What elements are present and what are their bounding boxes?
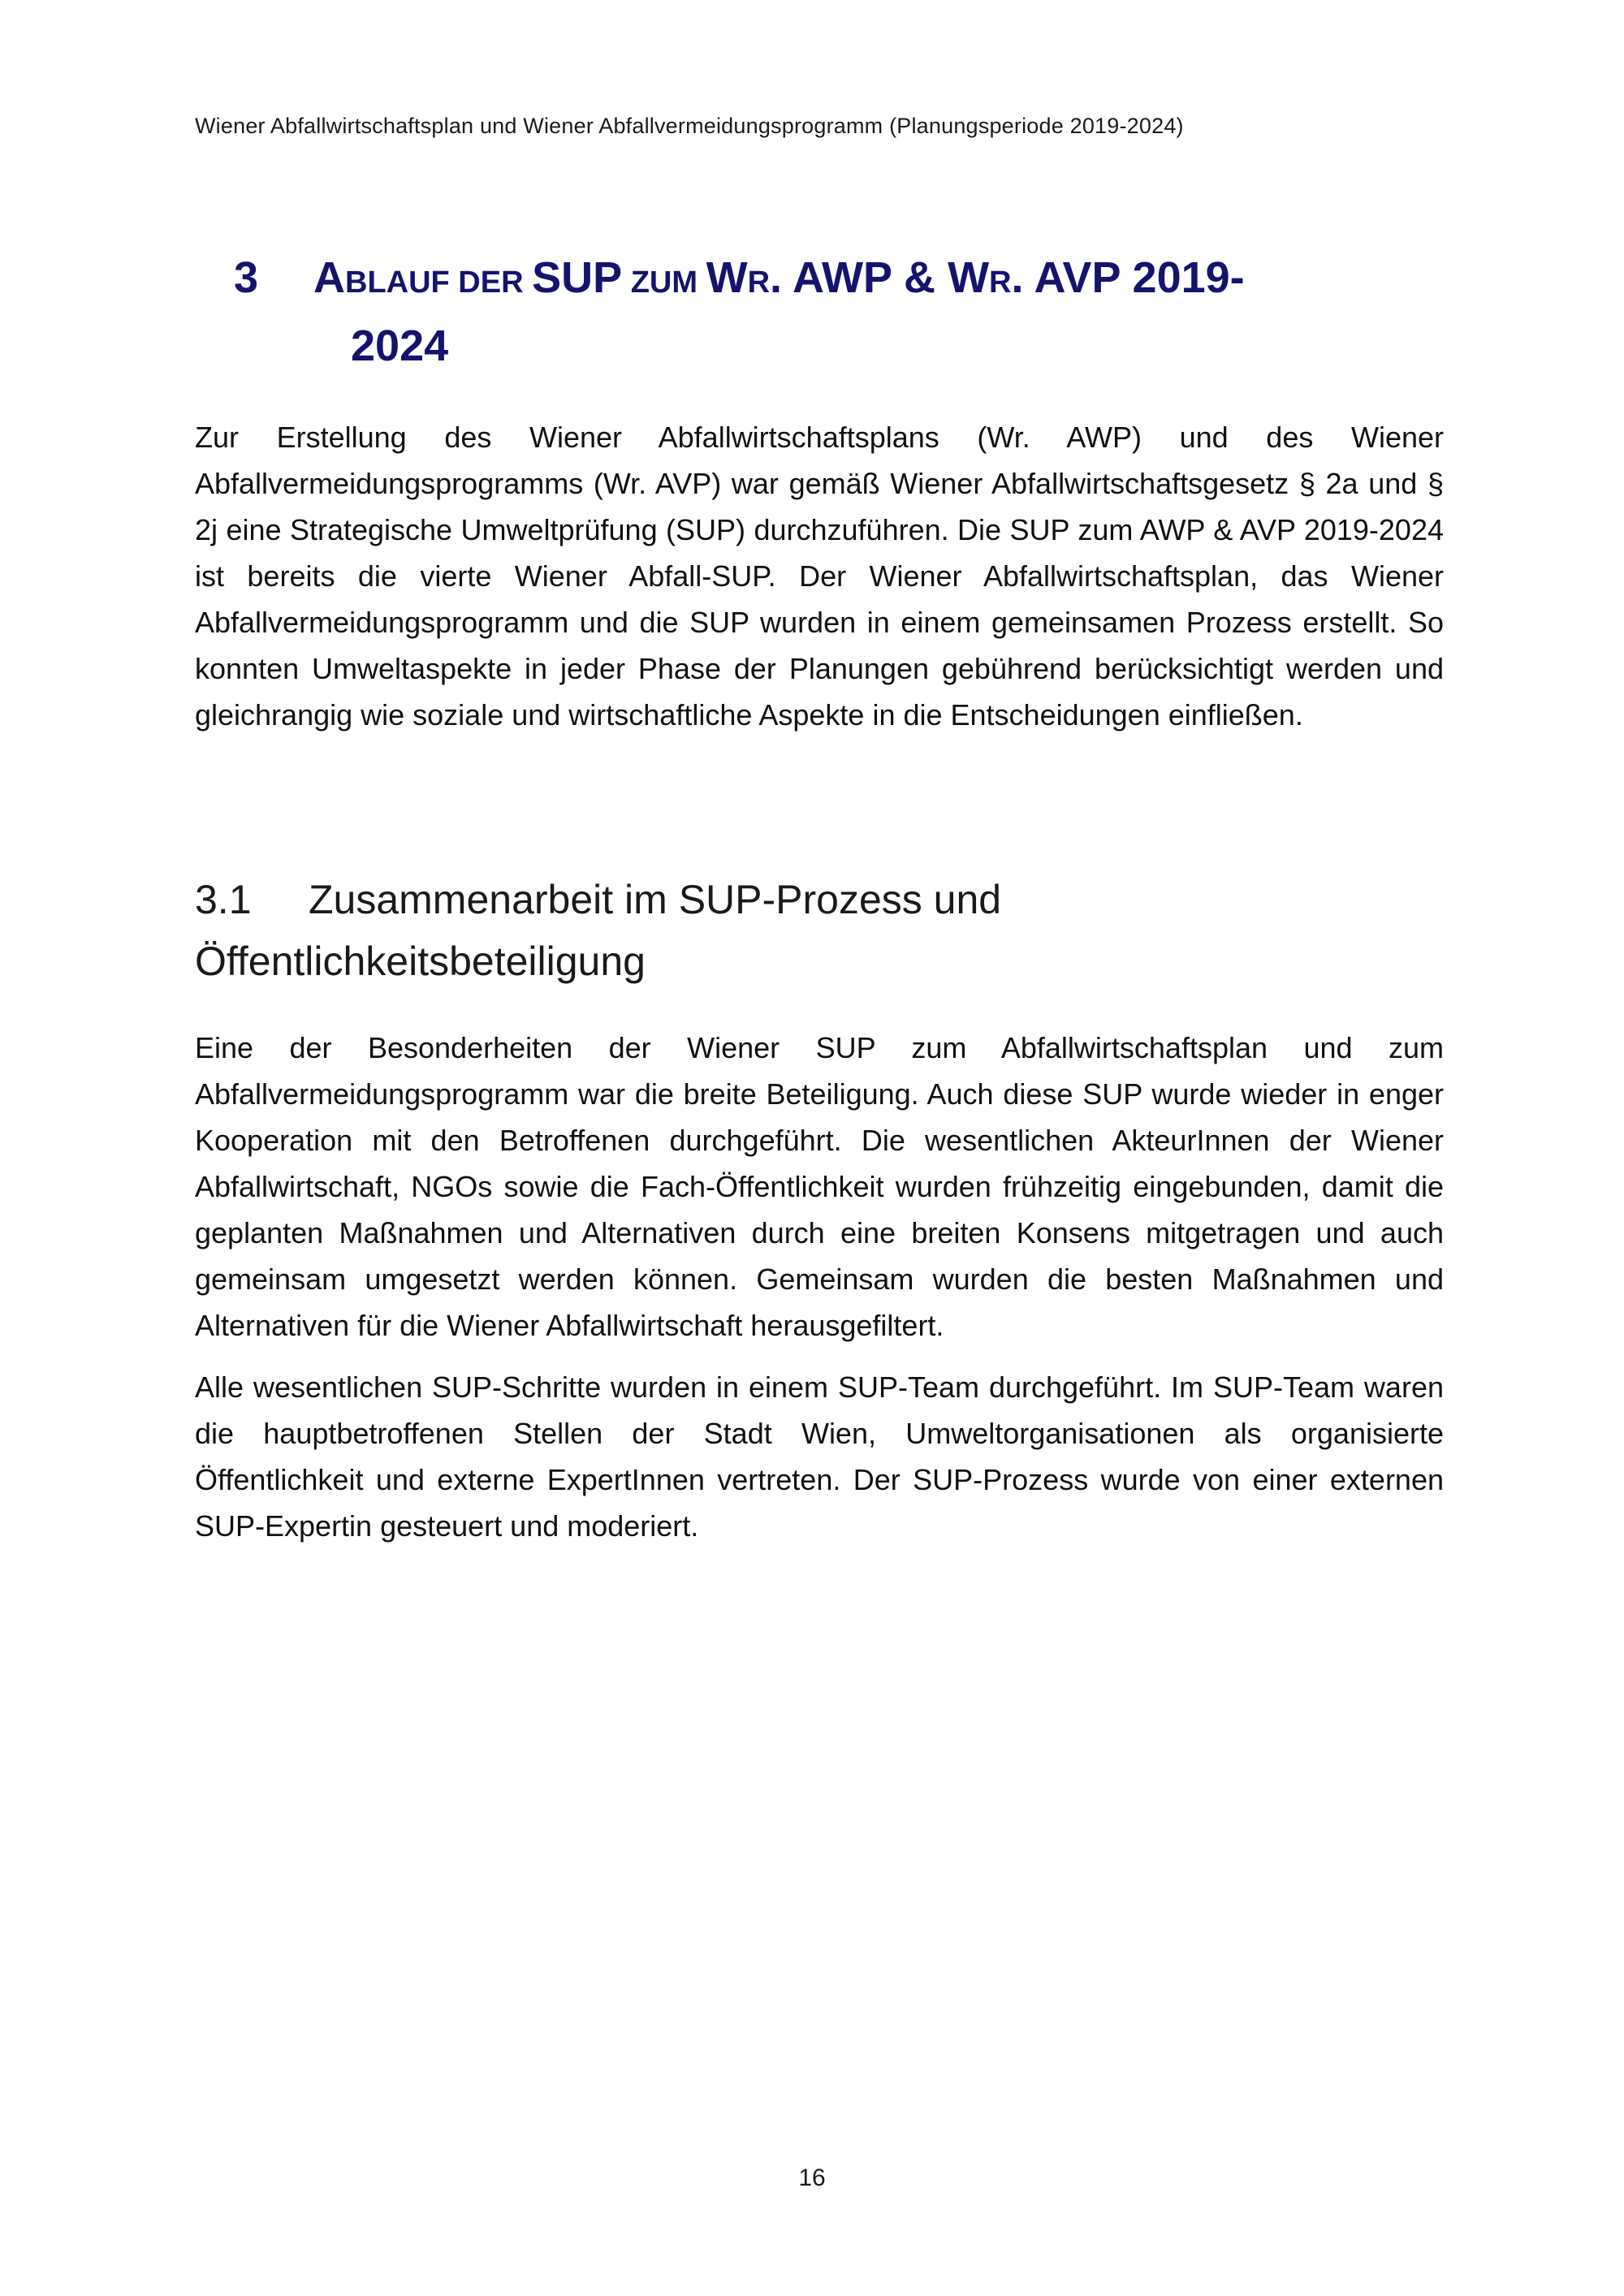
section-title-line1: ABLAUF DER SUP ZUM WR. AWP & WR. AVP 2019- — [313, 253, 1245, 302]
subsection-number: 3.1 — [195, 877, 252, 922]
intro-paragraph: Zur Erstellung des Wiener Abfallwirtschaftsplans (Wr. AWP) und des Wiener Abfallvermeidungsprogramms (Wr. AVP) war gemäß Wiener Abfallwirtschaftsgesetz § 2a und § 2j eine Strategische Umweltprüfung (SUP) durchzuführen. Die SUP zum AWP & AVP 2019-2024 ist bereits die vierte Wiener Abfall-SUP. Der Wiener Abfallwirtschaftsplan, das Wiener Abfallvermeidungsprogramm und die SUP wurden in einem gemeinsamen Prozess erstellt. So konnten Umweltaspekte in jeder Phase der Planungen gebührend berücksichtigt werden und gleichrangig wie soziale und wirtschaftliche Aspekte in die Entscheidungen einfließen. — [195, 421, 1444, 732]
subsection-paragraph-1: Eine der Besonderheiten der Wiener SUP zum Abfallwirtschaftsplan und zum Abfallvermeidungsprogramm war die breite Beteiligung. Auch diese SUP wurde wieder in enger Kooperation mit den Betroffenen durchgeführt. Die wesentlichen AkteurInnen der Wiener Abfallwirtschaft, NGOs sowie die Fach-Öffentlichkeit wurden frühzeitig eingebunden, damit die geplanten Maßnahmen und Alternativen durch eine breiten Konsens mitgetragen und auch gemeinsam umgesetzt werden können. Gemeinsam wurden die besten Maßnahmen und Alternativen für die Wiener Abfallwirtschaft herausgefiltert. — [195, 1031, 1444, 1342]
section-number: 3 — [234, 253, 259, 302]
subsection-heading — [195, 869, 1413, 992]
page-number: 16 — [798, 2164, 826, 2191]
subsection-title-line2: Öffentlichkeitsbeteiligung — [195, 939, 646, 984]
subsection-heading-line1 — [195, 869, 1413, 930]
subsection-paragraph-2: Alle wesentlichen SUP-Schritte wurden in einem SUP-Team durchgeführt. Im SUP-Team waren die hauptbetroffenen Stellen der Stadt Wien, Umweltorganisationen als organisierte Öffentlichkeit und externe ExpertInnen vertreten. Der SUP-Prozess wurde von einer externen SUP-Expertin gesteuert und moderiert. — [195, 1370, 1444, 1543]
running-header: Wiener Abfallwirtschaftsplan und Wiener Abfallvermeidungsprogramm (Planungsperiode 2019-2024) — [195, 114, 1184, 138]
subsection-title-line1: Zusammenarbeit im SUP-Prozess und — [309, 877, 1002, 922]
section-title-line2: 2024 — [351, 322, 449, 370]
